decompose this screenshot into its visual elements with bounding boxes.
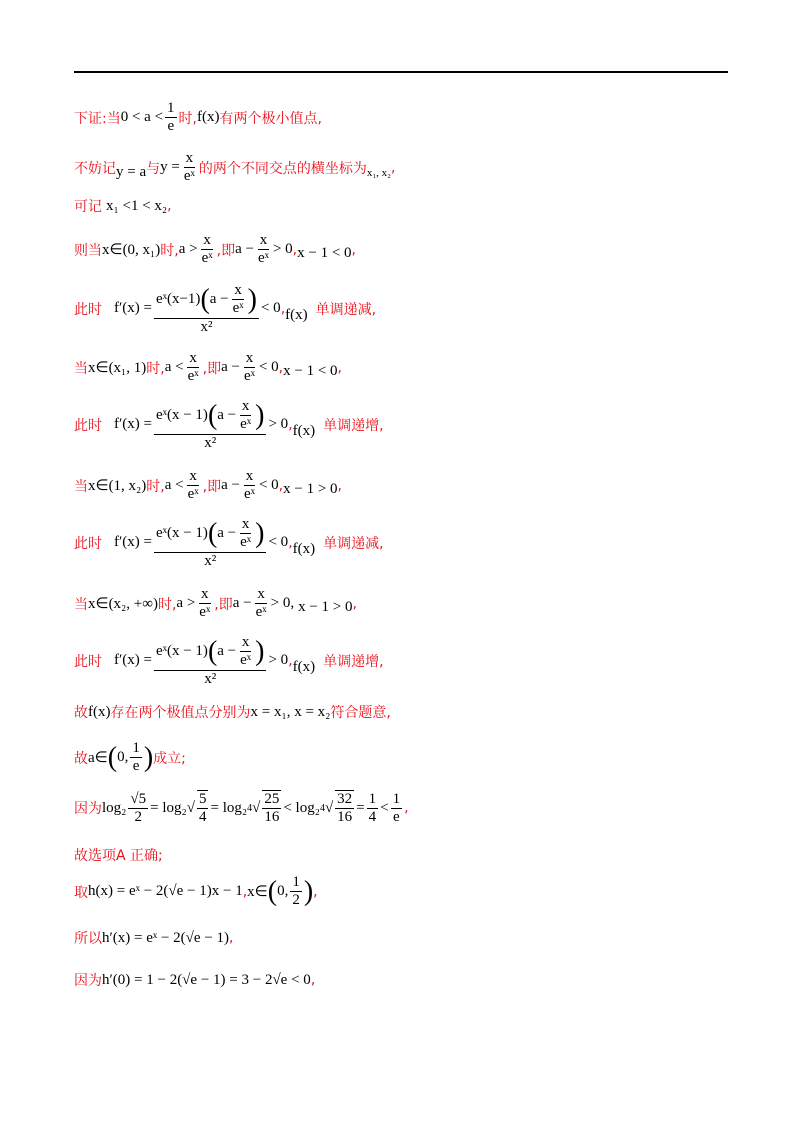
math: a −	[232, 595, 252, 612]
line-11: 此时 f′(x) = eˣ(x − 1) ( a − $\frac{x}{\text{eˣ}}$ ) x² > 0 , f(x) 单调递增,	[74, 634, 384, 687]
line-6: 当 x∈(x₁, 1) 时, a < $\frac{x}{\text{eˣ}}$ ,即 a − $\frac{x}{\text{eˣ}}$ < 0 , x − 1 < 0 ,	[74, 350, 342, 385]
text: 时,	[146, 478, 165, 495]
text: 单调递增,	[323, 653, 384, 670]
text: ,	[313, 883, 318, 900]
text: ,	[351, 241, 356, 258]
text: 单调递减,	[315, 301, 377, 318]
math: < 0	[258, 477, 279, 494]
math: x∈(1, x₂)	[88, 478, 147, 495]
math: < 0	[258, 359, 279, 376]
text: ,	[310, 972, 316, 988]
text: ,即	[202, 360, 222, 377]
text: 时,	[178, 110, 197, 127]
text: 时,	[160, 242, 179, 259]
math: h′(x) = eˣ − 2(√e − 1)	[102, 929, 230, 946]
line-7: 此时 f′(x) = eˣ(x − 1) ( a − $\frac{x}{\text{eˣ}}$ ) x² > 0 , f(x) 单调递增,	[74, 398, 384, 451]
math: x − 1 > 0	[283, 481, 338, 498]
text: 所以	[74, 931, 102, 947]
text: 此时	[74, 301, 102, 318]
math: =	[356, 799, 365, 816]
text: 当	[74, 360, 88, 377]
math: f(x)	[292, 541, 316, 558]
text: ,	[242, 883, 248, 900]
math: a <	[164, 477, 184, 494]
text: 的两个不同交点的横坐标为	[198, 160, 367, 177]
text: 此时	[74, 653, 102, 670]
math: x∈	[247, 884, 268, 901]
math: < 0	[260, 300, 281, 317]
fraction: $\frac{x}{\text{eˣ}}$	[243, 468, 255, 503]
fraction: $\frac{√5}{2}$	[130, 790, 147, 825]
fraction: eˣ(x − 1) ( a − $\frac{x}{\text{eˣ}}$ ) x²	[155, 516, 265, 569]
math: h(x) = eˣ − 2(√e − 1)x − 1	[88, 883, 243, 900]
line-4: 则当 x∈(0, x₁) 时, a > $\frac{x}{\text{eˣ}}$ ,即 a − $\frac{x}{\text{eˣ}}$ > 0 , x − 1 < 0 ,	[74, 232, 356, 267]
line-5: 此时 f′(x) = eˣ(x−1) ( a − $\frac{x}{\text{eˣ}}$ ) x² < 0 , f(x) 单调递减,	[74, 282, 377, 335]
fraction: eˣ(x − 1) ( a − $\frac{x}{\text{eˣ}}$ ) x²	[155, 398, 265, 451]
fraction: $\frac{1}{4}$	[368, 790, 377, 825]
math: x∈(0, x₁)	[102, 242, 161, 259]
math: f′(x) =	[114, 416, 152, 433]
fraction: $\frac{x}{\text{eˣ}}$	[199, 586, 211, 621]
math: a <	[164, 359, 184, 376]
text: 故	[74, 750, 88, 767]
line-15	[74, 845, 163, 865]
line-10: 当 x∈(x₂, +∞) 时, a > $\frac{x}{\text{eˣ}}$ ,即 a − $\frac{x}{\text{eˣ}}$ > 0, x − 1 > 0 ,	[74, 586, 357, 621]
text: 可记	[74, 199, 102, 215]
text: ,即	[202, 478, 222, 495]
line-1	[74, 100, 322, 136]
math: = log₂	[210, 799, 248, 816]
header-rule	[74, 71, 728, 73]
math: x∈(x₁, 1)	[88, 360, 147, 377]
math: f(x)	[197, 109, 220, 126]
fraction: $\frac{x}{\text{eˣ}}$	[183, 150, 195, 185]
line-18	[74, 970, 315, 990]
math: 0,	[277, 883, 289, 900]
text: 成立;	[153, 750, 186, 767]
text: 时,	[146, 360, 165, 377]
fraction: $\frac{x}{\text{eˣ}}$	[257, 232, 269, 267]
fraction: eˣ(x−1) ( a − $\frac{x}{\text{eˣ}}$ ) x²	[155, 282, 257, 335]
math: y = a	[116, 164, 147, 181]
math: y =	[160, 159, 180, 176]
text: 下证:当	[74, 110, 121, 127]
math: a >	[176, 595, 196, 612]
math: x − 1 < 0	[297, 245, 352, 262]
math: f(x)	[285, 307, 308, 324]
math: <	[380, 799, 389, 816]
text: 此时	[74, 417, 102, 434]
text: 故	[74, 705, 88, 721]
text: 有两个极小值点,	[219, 110, 322, 127]
text: 当	[74, 478, 88, 495]
text: 因为	[74, 973, 102, 989]
fraction: $\frac{1}{2}$	[292, 874, 300, 909]
math: f(x)	[88, 703, 111, 720]
math: < 0	[268, 534, 289, 551]
math: x − 1 > 0	[298, 599, 353, 616]
text: 符合题意,	[330, 705, 391, 721]
text: 单调递增,	[323, 417, 384, 434]
text: ,	[167, 198, 172, 214]
math: f′(x) =	[114, 534, 152, 551]
math: a >	[178, 241, 198, 258]
math: > 0,	[270, 595, 295, 612]
text: 时,	[157, 596, 177, 613]
math: f(x)	[292, 423, 316, 440]
math: x∈(x₂, +∞)	[88, 596, 158, 613]
math: x₁, x₂	[366, 166, 392, 179]
math: a −	[221, 477, 240, 494]
math: > 0	[272, 241, 293, 258]
math: x₁ <1 < x₂	[106, 197, 168, 214]
text: ,	[391, 159, 396, 176]
text: 单调递减,	[323, 535, 384, 552]
fraction: $\frac{32}{16}$	[337, 791, 353, 826]
math: < log₂	[283, 799, 320, 816]
fraction: $\frac{x}{\text{eˣ}}$	[255, 586, 267, 621]
line-2	[74, 150, 395, 186]
fraction: $\frac{1}{e}$	[392, 790, 401, 825]
text: 存在两个极值点分别为	[110, 705, 251, 721]
text: 则当	[74, 242, 102, 259]
math: h′(0) = 1 − 2(√e − 1) = 3 − 2√e < 0	[102, 971, 311, 988]
math: a −	[221, 359, 240, 376]
math: x = x₁, x = x₂	[250, 703, 331, 720]
line-17	[74, 928, 233, 948]
text: 此时	[74, 535, 102, 552]
math: f′(x) =	[114, 300, 152, 317]
text: 与	[146, 160, 161, 177]
fraction: $\frac{1}{e}$	[167, 100, 175, 135]
math: f′(x) =	[114, 652, 152, 669]
math: = log₂	[150, 799, 187, 816]
fraction: eˣ(x − 1) ( a − $\frac{x}{\text{eˣ}}$ ) x²	[155, 634, 265, 687]
fraction: $\frac{25}{16}$	[264, 791, 280, 826]
line-3	[74, 196, 172, 216]
text: ,	[404, 800, 409, 817]
fraction: $\frac{5}{4}$	[198, 791, 207, 826]
math: 0,	[117, 749, 129, 766]
text: ,即	[216, 242, 236, 259]
text: 因为	[74, 801, 102, 818]
line-12	[74, 702, 391, 722]
math: > 0	[268, 652, 289, 669]
math: a∈	[88, 750, 108, 767]
math: a −	[235, 241, 254, 258]
line-14: 因为 log₂ $\frac{√5}{2}$ = log₂ √ $\frac{5}{4}$ = log₂ 4 √ $\frac{25}{16}$ < log₂ 4 √ $\frac{32}{16}$ = $\frac{1}{4}$ < $\frac{1}{e}$ ,	[74, 790, 409, 826]
line-9: 此时 f′(x) = eˣ(x − 1) ( a − $\frac{x}{\text{eˣ}}$ ) x² < 0 , f(x) 单调递减,	[74, 516, 384, 569]
line-16: 取 h(x) = eˣ − 2(√e − 1)x − 1 , x∈ ( 0, $\frac{1}{2}$ ) ,	[74, 874, 318, 909]
fraction: $\frac{x}{\text{eˣ}}$	[187, 350, 199, 385]
line-8: 当 x∈(1, x₂) 时, a < $\frac{x}{\text{eˣ}}$ ,即 a − $\frac{x}{\text{eˣ}}$ < 0 , x − 1 > 0 ,	[74, 468, 342, 503]
math: log₂	[102, 799, 127, 816]
math: 0 < a <	[120, 109, 164, 126]
fraction: $\frac{x}{\text{eˣ}}$	[201, 232, 213, 267]
fraction: $\frac{1}{e}$	[132, 740, 140, 775]
fraction: $\frac{x}{\text{eˣ}}$	[187, 468, 199, 503]
fraction: $\frac{x}{\text{eˣ}}$	[243, 350, 255, 385]
text: 不妨记	[74, 160, 116, 177]
text: 故选项A 正确;	[74, 848, 163, 864]
text: 当	[74, 596, 88, 613]
text: 取	[74, 884, 88, 901]
line-13: 故 a∈ ( 0, $\frac{1}{e}$ ) 成立;	[74, 740, 186, 775]
text: ,	[229, 930, 234, 946]
text: ,即	[214, 596, 233, 613]
math: x − 1 < 0	[283, 363, 338, 380]
math: f(x)	[292, 659, 316, 676]
math: > 0	[268, 416, 289, 433]
